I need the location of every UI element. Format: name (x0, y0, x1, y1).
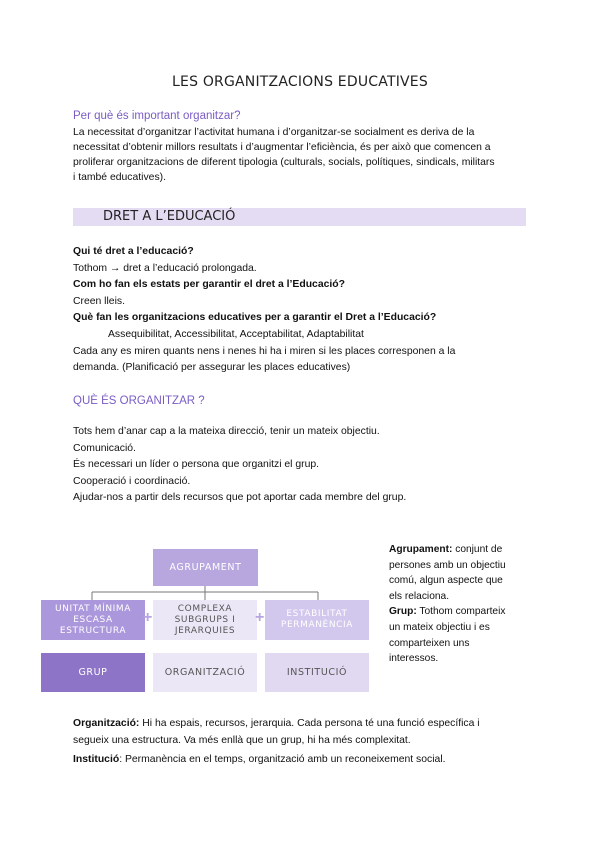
intro-line: proliferar organitzacions de diferent tipologia (culturals, socials, polítiques, sindicals, militars (73, 157, 495, 168)
planning-line-2: demanda. (Planificació per assegurar les places educatives) (73, 362, 351, 373)
definition-text: Tothom comparteix (419, 606, 506, 618)
institucio-definition (73, 754, 446, 765)
answer-1: Tothom → dret a l’educació prolongada. (73, 263, 257, 274)
diagram-node-organitzacio: ORGANITZACIÓ (153, 653, 257, 692)
organizing-item: És necessari un líder o persona que organitzi el grup. (73, 459, 320, 470)
definition-text-line: comparteixen uns (389, 637, 470, 649)
organizing-item: Cooperació i coordinació. (73, 475, 191, 487)
definition-text: conjunt de (455, 544, 503, 555)
definition-grup (389, 604, 529, 620)
diagram-node-unitat-minima: UNITAT MÍNIMA ESCASA ESTRUCTURA (41, 600, 145, 640)
diagram-node-grup: GRUP (41, 653, 145, 692)
organitzacio-line (73, 715, 526, 732)
question-3: Què fan les organitzacions educatives per a garantir el Dret a l’Educació? (73, 312, 437, 323)
diagram-node-complexa: COMPLEXA SUBGRUPS I JERARQUIES (153, 600, 257, 640)
organizing-item: Tots hem d’anar cap a la mateixa direcció, tenir un mateix objectiu. (73, 426, 380, 437)
diagram-node-agrupament: AGRUPAMENT (153, 549, 258, 586)
diagram-node-institucio: INSTITUCIÓ (265, 653, 369, 692)
organitzacio-definition (73, 715, 526, 749)
question-2: Com ho fan els estats per garantir el dret a l’Educació? (73, 279, 345, 290)
band-title: DRET A L’EDUCACIÓ (103, 209, 236, 224)
page-title: LES ORGANITZACIONS EDUCATIVES (172, 74, 428, 90)
definition-agrupament (389, 542, 529, 558)
organizing-item: Comunicació. (73, 442, 136, 454)
answer-2: Creen lleis. (73, 296, 125, 307)
answer-3: Assequibilitat, Accessibilitat, Acceptabilitat, Adaptabilitat (108, 329, 364, 340)
definition-term: Grup: (389, 606, 417, 618)
question-1: Qui té dret a l’educació? (73, 246, 194, 257)
organitzacio-term: Organització: (73, 718, 140, 729)
organizing-item: Ajudar-nos a partir dels recursos que pot aportar cada membre del grup. (73, 492, 407, 503)
definition-term: Agrupament: (389, 544, 453, 555)
intro-line: La necessitat d’organitzar l’activitat humana i d’organitzar-se socialment es deriva de la (73, 127, 475, 138)
definition-text-line: persones amb un objectiu (389, 559, 506, 571)
intro-line: necessitat d’obtenir millors resultats i d’augmentar l’eficiència, és per això que comencen a (73, 142, 491, 153)
organitzacio-line-2: segueix una estructura. Va més enllà que un grup, hi ha més complexitat. (73, 735, 411, 746)
organitzacio-text: Hi ha espais, recursos, jerarquia. Cada persona té una funció específica i (142, 718, 480, 729)
definition-text-line: un mateix objectiu i es (389, 621, 490, 633)
section-heading-why-organize: Per què és important organitzar? (73, 110, 241, 122)
definition-text-line: els relaciona. (389, 590, 450, 602)
definitions-sidebar (389, 542, 529, 667)
definition-text-line: interessos. (389, 653, 439, 665)
intro-line: i també educatives). (73, 172, 166, 183)
plus-icon: + (143, 609, 153, 626)
section-heading-what-is-organizing: QUÈ ÉS ORGANITZAR ? (73, 395, 205, 407)
planning-line-1: Cada any es miren quants nens i nenes hi ha i miren si les places corresponen a la (73, 346, 456, 357)
plus-icon: + (255, 609, 265, 626)
institucio-text: : Permanència en el temps, organització amb un reconeixement social. (119, 754, 446, 765)
diagram-node-estabilitat: ESTABILITAT PERMANÈNCIA (265, 600, 369, 640)
definition-text-line: comú, algun aspecte que (389, 575, 503, 587)
institucio-term: Institució (73, 754, 120, 765)
